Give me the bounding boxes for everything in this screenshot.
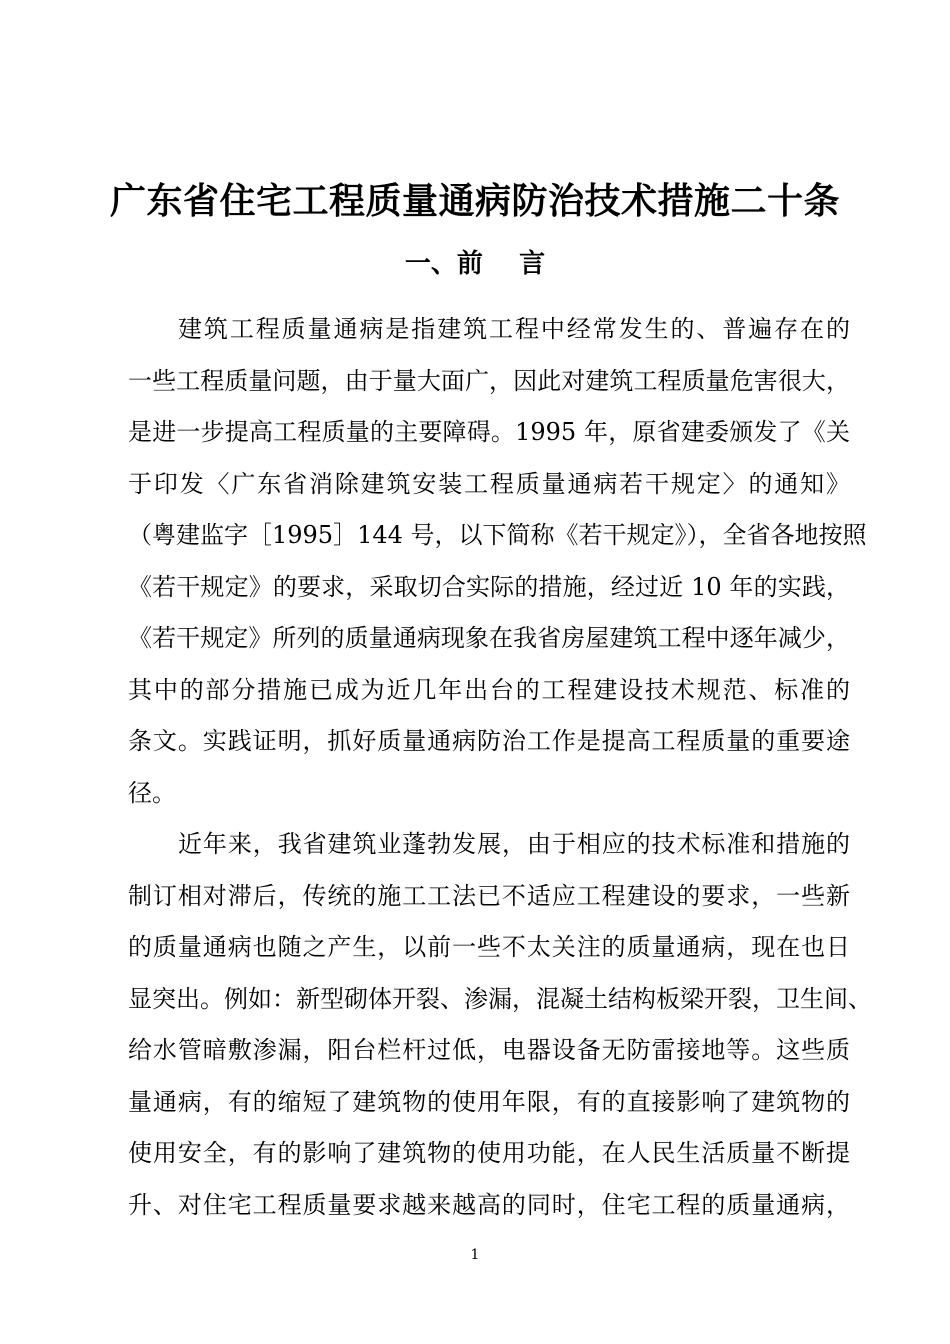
text-line: 制订相对滞后，传统的施工工法已不适应工程建设的要求，一些新 — [128, 881, 850, 910]
paragraph-1 — [128, 304, 867, 819]
text-line: 给水管暗敷渗漏，阳台栏杆过低，电器设备无防雷接地等。这些质 — [128, 1036, 850, 1064]
text-line: 使用安全，有的影响了建筑物的使用功能，在人民生活质量不断提 — [128, 1139, 850, 1167]
text-line: 是进一步提高工程质量的主要障碍。1995 年，原省建委颁发了《关 — [128, 418, 850, 446]
text-line: 径。 — [128, 778, 176, 807]
text-line: 于印发〈广东省消除建筑安装工程质量通病若干规定〉的通知》 — [128, 469, 850, 498]
text-line: 《若干规定》所列的质量通病现象在我省房屋建筑工程中逐年减少， — [128, 624, 850, 652]
text-line: 条文。实践证明，抓好质量通病防治工作是提高工程质量的重要途 — [128, 727, 850, 755]
text-line: 近年来，我省建筑业蓬勃发展，由于相应的技术标准和措施的 — [178, 830, 850, 858]
text-line: 量通病，有的缩短了建筑物的使用年限，有的直接影响了建筑物的 — [128, 1087, 850, 1116]
text-line: 的质量通病也随之产生，以前一些不太关注的质量通病，现在也日 — [128, 933, 850, 961]
text-line: 升、对住宅工程质量要求越来越高的同时，住宅工程的质量通病， — [128, 1190, 850, 1219]
section-heading: 一、前 言 — [404, 249, 546, 279]
text-line: 《若干规定》的要求，采取切合实际的措施，经过近 10 年的实践， — [128, 572, 850, 601]
text-line: 建筑工程质量通病是指建筑工程中经常发生的、普遍存在的 — [178, 315, 850, 343]
document-body — [128, 304, 872, 1231]
paragraph-2 — [128, 819, 872, 1231]
text-line: 显突出。例如：新型砌体开裂、渗漏，混凝土结构板梁开裂，卫生间、 — [128, 984, 872, 1013]
document-title: 广东省住宅工程质量通病防治技术措施二十条 — [109, 181, 840, 222]
text-line: 其中的部分措施已成为近几年出台的工程建设技术规范、标准的 — [128, 675, 850, 704]
text-line: 一些工程质量问题，由于量大面广，因此对建筑工程质量危害很大， — [128, 366, 850, 395]
page-number: 1 — [470, 1247, 480, 1263]
text-line: （粤建监字［1995］144 号，以下简称《若干规定》），全省各地按照 — [128, 521, 867, 549]
